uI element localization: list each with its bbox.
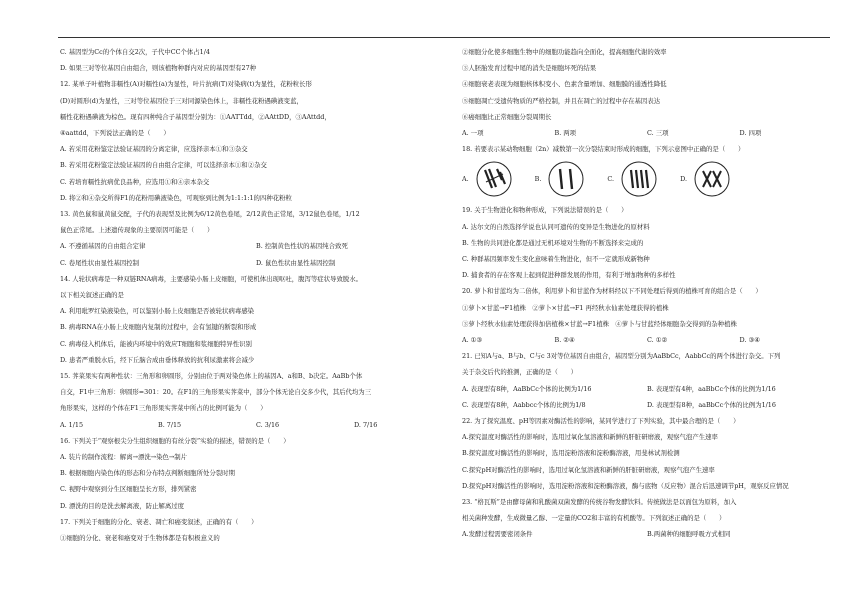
question-13-stem: 13. 黄色鼠和鼠黄鼠交配，子代的表现型及比例为6/12黄色卷尾，2/12黄色正常尾，3/12鼠色卷尾，1/12: [60, 210, 360, 219]
text-line: 自交，F1中三角形：卵圆形=301：20。在F1的三角形果实荠菜中，部分个体无论自交多少代，其后代均为三: [60, 388, 372, 397]
figure-c: [607, 160, 658, 198]
text-line: ①细胞的分化、衰老和癌变对于生物体都是有积极意义的: [60, 534, 220, 543]
option-line: D. 捕食者的存在客观上起到促进种群发展的作用，有利于增加物种的多样性: [462, 271, 676, 280]
option: A. ①③: [462, 336, 483, 345]
header-rule: [58, 37, 830, 38]
option-line: B. 若采用花粉鉴定法验证基因的自由组合定律，可以选择亲本①和②杂交: [60, 161, 267, 170]
question-12-stem: 12. 某单子叶植物非糯性(A)对糯性(a)为显性，叶片抗病(T)对染病(t)为显性，花粉粒长形: [60, 80, 312, 89]
figure-d: [680, 160, 731, 198]
text-line: ①萝卜×甘蓝→F1植株 ②萝卜×甘蓝→F1 再经秋水仙素处理获得的植株: [462, 303, 669, 312]
q13-options-row: [60, 238, 452, 254]
q15-options-row: [60, 417, 452, 433]
q17-options-row: [462, 125, 832, 141]
option: C. ①②: [647, 336, 668, 345]
question-22-stem: 22. 为了探究温度、pH等因素对酶活性的影响，某同学进行了下列实验，其中最合理的是（ ）: [462, 417, 740, 426]
text-line: 鼠色正常尾。上述遗传现象的主要原因可能是（ ）: [60, 226, 214, 235]
option: A. 表现型有8种，AaBbCc个体的比例为1/16: [462, 384, 592, 393]
option-line: B. 生物的共同进化都是通过无机环境对生物的不断选择来完成的: [462, 238, 644, 247]
q21-options-row: [462, 397, 832, 413]
text-line: ③萝卜经秋水仙素处理获得加倍植株×甘蓝→F1植株 ④萝卜与甘蓝经体细胞杂交得到的杂种植株: [462, 319, 737, 328]
option-line: A. 利用吡罗红染液染色，可以鉴别小肠上皮细胞是否被轮状病毒感染: [60, 307, 255, 316]
question-23-stem: 23. “格瓦斯”是由酵母菌和乳酸菌双菌发酵的传统谷物发酵饮料。传统做法是以面包为原料，加入: [462, 498, 737, 507]
option: C. 表现型有8种，Aabbcc个体的比例为1/8: [462, 400, 586, 409]
text-line: 糯性花粉遇碘液为棕色。现有四种纯合子基因型分别为：①AATTdd，②AAttDD，③AAttdd，: [60, 112, 331, 121]
option-line: C. 视野中观察到分生区细胞呈长方形，排列紧密: [60, 485, 197, 494]
text-line: ⑤细胞凋亡受遗传物质的严格控制，并且在凋亡的过程中存在基因表达: [462, 96, 661, 105]
text-line: ②细胞分化使多细胞生物中的细胞功能趋向全面化，提高细胞代谢的效率: [462, 48, 667, 56]
option: B. 控制黄色性状的基因纯合致死: [256, 242, 348, 251]
option: D. ③④: [739, 336, 760, 345]
question-15-stem: 15. 荠菜果实有两种性状：三角形和卵圆形，分别由位于两对染色体上的基因A、a和B、b决定。AaBb个体: [60, 372, 363, 381]
question-14-stem: 14. 人轮状病毒是一种双链RNA病毒，主要感染小肠上皮细胞，可使机体出现呕吐，腹泻等症状导致脱水。: [60, 274, 363, 283]
option-line: A. 装片的制作流程：解离→漂洗→染色→制片: [60, 453, 187, 462]
q20-options-row: [462, 332, 832, 348]
option-line: A. 达尔文的自然选择学说也认同可遗传的变异是生物进化的原材料: [462, 222, 650, 231]
option-line: B.探究温度对酶活性的影响时，选用淀粉溶液和淀粉酶溶液，用斐林试剂检测: [462, 449, 680, 458]
figure-label: B.: [534, 175, 542, 184]
option-line: D. 漂洗的目的是洗去解离液，防止解离过度: [60, 501, 184, 510]
text-line: ④细胞衰老表现为细胞核体积变小、色素含量增加、细胞膜的通透性降低: [462, 80, 667, 89]
option-line: C. 病毒侵入机体后，能被内环境中的效应T细胞和浆细胞特异性识别: [60, 339, 252, 348]
question-16-stem: 16. 下列关于“观察根尖分生组织细胞的有丝分裂”实验的描述，错误的是（ ）: [60, 436, 290, 445]
cell-diagram-c: [620, 160, 658, 198]
question-20-stem: 20. 萝卜和甘蓝均为二倍体，利用萝卜和甘蓝作为材料经以下不同处理后得到的植株可育的组合是（ ）: [462, 287, 762, 296]
q21-options-row: [462, 381, 832, 397]
option: A. 1/15: [60, 420, 84, 429]
option: B.两菌种的细胞呼吸方式相同: [647, 530, 731, 539]
option: C. 卷尾性状由显性基因控制: [60, 258, 140, 267]
text-line: D. 如果三对等位基因自由组合，则该植物种群内对应的基因型有27种: [60, 64, 257, 73]
cell-diagram-a: [475, 160, 513, 198]
option: B. ②④: [554, 336, 575, 345]
option: D. 鼠色性状由显性基因控制: [256, 258, 336, 267]
option-line: A. 若采用花粉鉴定法验证基因的分离定律，应选择亲本①和③杂交: [60, 145, 248, 154]
option: B. 两项: [554, 129, 577, 138]
question-17-stem: 17. 下列关于细胞的分化、衰老、凋亡和癌变叙述，正确的有（ ）: [60, 517, 258, 526]
option: B. 7/15: [158, 420, 182, 429]
text-line: (D)对圆形(d)为显性，三对等位基因位于三对同源染色体上，非糯性花粉遇碘液变蓝，: [60, 96, 303, 105]
text-line: 关于杂交后代的推测，正确的是（ ）: [462, 368, 578, 377]
option: A. 一项: [462, 129, 484, 138]
option: D. 表现型有8种，aaBbCc个体的比例为1/16: [647, 400, 776, 409]
option-line: B. 病毒RNA在小肠上皮细胞内复制的过程中，会有氢键的断裂和形成: [60, 323, 257, 332]
option-line: D.探究pH对酶活性的影响时，选用淀粉溶液和淀粉酶溶液，酶与底物（反应物）混合后迅速调节pH，观察反应情况: [462, 481, 789, 490]
option-line: C. 若培育糯性抗病优良品种，应选用①和④亲本杂交: [60, 177, 210, 186]
option: C. 3/16: [256, 420, 280, 429]
option-line: C. 种群基因频率发生变化意味着生物进化，但不一定就形成新物种: [462, 255, 650, 264]
left-column: [60, 44, 452, 546]
q13-options-row: [60, 255, 452, 271]
chromosome-figures: [462, 159, 832, 199]
question-18-stem: 18. 若要表示某动物细胞（2n）减数第一次分裂结束时形成的细胞，下列示意图中正确的是（ ）: [462, 145, 745, 154]
figure-a: [462, 160, 513, 198]
option: D. 7/16: [354, 420, 378, 429]
option-line: D. 将②和④杂交所得F1的花粉用碘液染色，可观察到比例为1:1:1:1的四种花粉粒: [60, 193, 292, 202]
text-line: ④aattdd，下列说法正确的是（ ）: [60, 129, 170, 138]
text-line: ⑥癌细胞比正常细胞分裂周期长: [462, 112, 552, 121]
figure-label: C.: [607, 175, 615, 184]
figure-label: D.: [680, 175, 688, 184]
question-19-stem: 19. 关于生物进化和物种形成，下列说法错误的是（ ）: [462, 206, 628, 215]
option: D. 四项: [739, 129, 762, 138]
text-line: 以下相关叙述正确的是: [60, 291, 124, 300]
text-line: ③人胚胎发育过程中尾的消失是细胞坏死的结果: [462, 64, 597, 73]
option-line: C.探究pH对酶活性的影响时，选用过氧化氢溶液和新鲜的肝脏研磨液，观察气泡产生速率: [462, 465, 715, 474]
option: A.发酵过程需要密闭条件: [462, 530, 533, 539]
question-21-stem: 21. 已知A与a、B与b、C与c 3对等位基因自由组合，基因型分别为AaBbCc，AabbCc的两个体进行杂交。下列: [462, 352, 781, 361]
option-line: D. 患者严重脱水后，经下丘脑合成由垂体释放的抗利尿激素将会减少: [60, 355, 255, 364]
q23-options-row: [462, 526, 832, 542]
text-line: 角形果实，这样的个体在F1三角形果实荠菜中所占的比例可能为（ ）: [60, 404, 267, 413]
option-line: A.探究温度对酶活性的影响时，选用过氧化氢溶液和新鲜的肝脏研磨液，观察气泡产生速率: [462, 433, 718, 442]
figure-b: [535, 160, 586, 198]
option-line: B. 根据细胞内染色体的形态和分布特点判断细胞所处分裂时期: [60, 469, 235, 478]
option: C. 三项: [647, 129, 669, 138]
right-column: [462, 44, 832, 543]
text-line: 相关菌种发酵，生成微量乙醇、一定量的CO2和丰富的有机酸等。下列叙述正确的是（ ）: [462, 514, 726, 523]
option: A. 不遵循基因的自由组合定律: [60, 242, 146, 251]
figure-label: A.: [462, 175, 469, 184]
cell-diagram-d: [693, 160, 731, 198]
text-line: C. 基因型为Cc的个体自交2次，子代中CC个体占1/4: [60, 48, 210, 56]
option: B. 表现型有4种，aaBbCc个体的比例为1/16: [647, 384, 776, 393]
cell-diagram-b: [547, 160, 585, 198]
